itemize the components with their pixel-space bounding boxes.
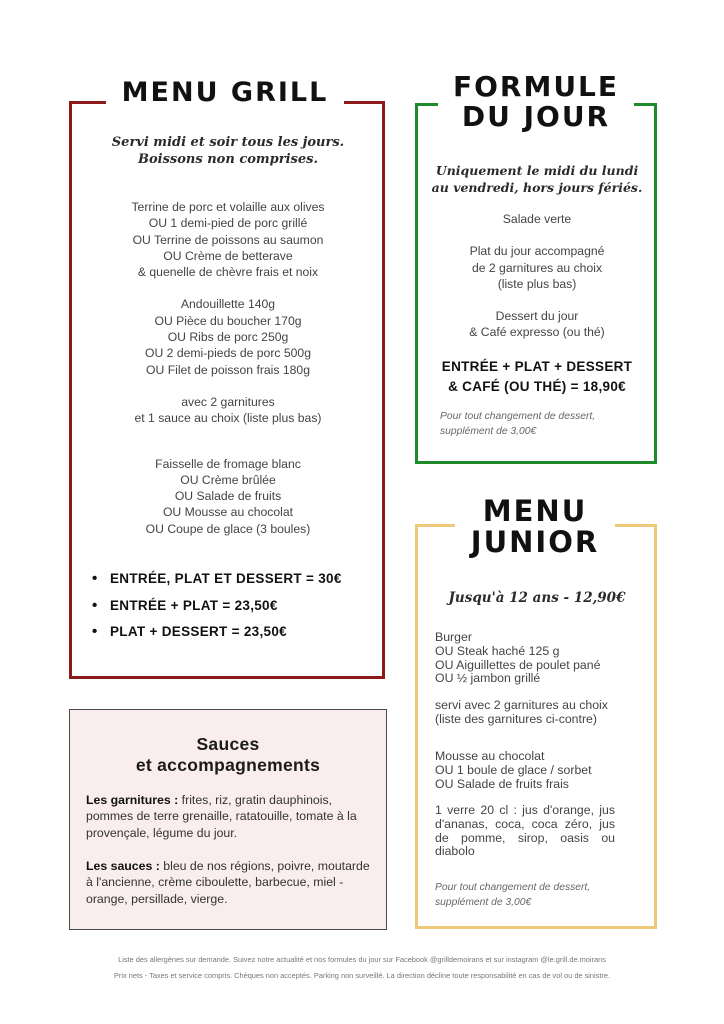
junior-boisson: [435, 804, 615, 859]
formule-note: [440, 409, 645, 439]
menu-item: Burger: [435, 630, 472, 644]
formule-items: [422, 211, 652, 341]
menu-grill-price-list: [92, 570, 382, 650]
menu-item: OU Steak haché 125 g: [435, 643, 560, 658]
menu-item: Salade verte: [502, 212, 572, 226]
menu-item: OU Salade de fruits: [174, 489, 282, 504]
junior-plats: [435, 631, 615, 686]
menu-item: OU 1 boule de glace / sorbet: [435, 762, 592, 777]
menu-item: Mousse au chocolat: [435, 749, 545, 763]
junior-title-line: MENU: [482, 494, 588, 528]
junior-garnitures: [435, 699, 615, 727]
sauces-box: [69, 709, 387, 930]
menu-junior-title: [455, 496, 615, 559]
sauces-title: [70, 734, 386, 776]
menu-item: OU Coupe de glace (3 boules): [145, 521, 311, 536]
menu-item: OU ½ jambon grillé: [435, 671, 541, 686]
menu-grill-items: [80, 199, 376, 537]
price-line: ENTRÉE + PLAT + DESSERT: [441, 359, 633, 374]
garnitures-text: frites, riz, gratin dauphinois, pommes de terre grenaille, ratatouille, tomate à la provençale, légume du jour.: [86, 793, 357, 840]
menu-item: OU Terrine de poissons au saumon: [132, 232, 324, 247]
menu-item: OU Mousse au chocolat: [162, 505, 294, 520]
garnitures-paragraph: [86, 792, 376, 841]
menu-item: et 1 sauce au choix (liste plus bas): [134, 411, 322, 426]
menu-grill-subtitle-line: Boissons non comprises.: [138, 152, 318, 167]
formule-du-jour-title: [438, 72, 634, 132]
price-line: • PLAT + DESSERT = 23,50€: [92, 623, 382, 650]
sauces-text: bleu de nos régions, poivre, moutarde à l'ancienne, crème ciboulette, barbecue, miel - orange, persillade, vierge.: [86, 859, 370, 906]
menu-item: servi avec 2 garnitures au choix: [435, 698, 608, 712]
sauces-label: Les sauces :: [86, 859, 160, 873]
menu-item: OU Pièce du boucher 170g: [154, 313, 302, 328]
menu-grill-subtitle: [80, 134, 376, 168]
menu-item: Plat du jour accompagné: [469, 244, 605, 259]
menu-grill-title: MENU GRILL: [106, 78, 344, 107]
menu-item: de 2 garnitures au choix: [471, 260, 603, 275]
junior-title-line: JUNIOR: [470, 525, 600, 560]
menu-item: Faisselle de fromage blanc: [155, 456, 301, 471]
menu-item: OU Ribs de porc 250g: [167, 330, 289, 345]
note-line: supplément de 3,00€: [435, 897, 532, 908]
menu-item: OU Aiguillettes de poulet pané: [435, 657, 601, 672]
formule-subtitle-line: Uniquement le midi du lundi: [435, 163, 639, 178]
garnitures-label: Les garnitures :: [86, 793, 179, 807]
footer-line: Liste des allergènes sur demande. Suivez notre actualité et nos formules du jour sur Facebook @grilldemoirans et sur instagram @le.grill.de.moirans: [118, 955, 606, 964]
menu-item: & quenelle de chèvre frais et noix: [137, 265, 319, 280]
sauces-title-line: Sauces: [196, 734, 260, 754]
menu-item: Andouillette 140g: [180, 297, 276, 312]
note-line: Pour tout changement de dessert,: [440, 411, 596, 422]
price-line: • ENTRÉE + PLAT = 23,50€: [92, 597, 382, 624]
price-line: • ENTRÉE, PLAT ET DESSERT = 30€: [92, 570, 382, 597]
menu-item: 1 verre 20 cl : jus d'orange, jus d'ananas, coca, coca zéro, jus de pomme, sirop, oasis ou diabolo: [435, 803, 615, 859]
menu-item: Dessert du jour: [495, 309, 579, 324]
menu-item: (liste plus bas): [497, 276, 577, 291]
price-line: & CAFÉ (OU THÉ) = 18,90€: [448, 379, 626, 394]
menu-item: Terrine de porc et volaille aux olives: [131, 200, 325, 214]
menu-item: OU Salade de fruits frais: [435, 776, 569, 791]
menu-item: avec 2 garnitures: [181, 394, 275, 409]
footer: [40, 952, 684, 984]
menu-item: OU Filet de poisson frais 180g: [146, 362, 310, 377]
menu-grill-subtitle-line: Servi midi et soir tous les jours.: [111, 135, 345, 150]
footer-line: Prix nets - Taxes et service compris. Chèques non acceptés. Parking non surveillé. La direction décline toute responsabilité en cas de vol ou de sinistre.: [113, 971, 611, 980]
menu-item: OU 2 demi-pieds de porc 500g: [145, 346, 311, 361]
formule-title-line: FORMULE: [452, 70, 620, 103]
menu-junior-subtitle: Jusqu'à 12 ans - 12,90€: [448, 590, 626, 606]
junior-note: [435, 880, 645, 910]
menu-item: OU Crème brûlée: [180, 472, 276, 487]
sauces-title-line: et accompagnements: [135, 755, 321, 775]
formule-price: [422, 357, 652, 397]
menu-item: OU 1 demi-pied de porc grillé: [148, 216, 308, 231]
formule-title-line: DU JOUR: [461, 100, 611, 134]
junior-desserts: [435, 750, 615, 791]
note-line: supplément de 3,00€: [440, 426, 537, 437]
formule-subtitle: [422, 163, 652, 196]
menu-item: (liste des garnitures ci-contre): [435, 711, 597, 726]
note-line: Pour tout changement de dessert,: [435, 882, 591, 893]
formule-subtitle-line: au vendredi, hors jours fériés.: [431, 179, 643, 195]
menu-item: OU Crème de betterave: [163, 248, 293, 263]
menu-item: & Café expresso (ou thé): [469, 325, 605, 340]
sauces-paragraph: [86, 858, 376, 907]
